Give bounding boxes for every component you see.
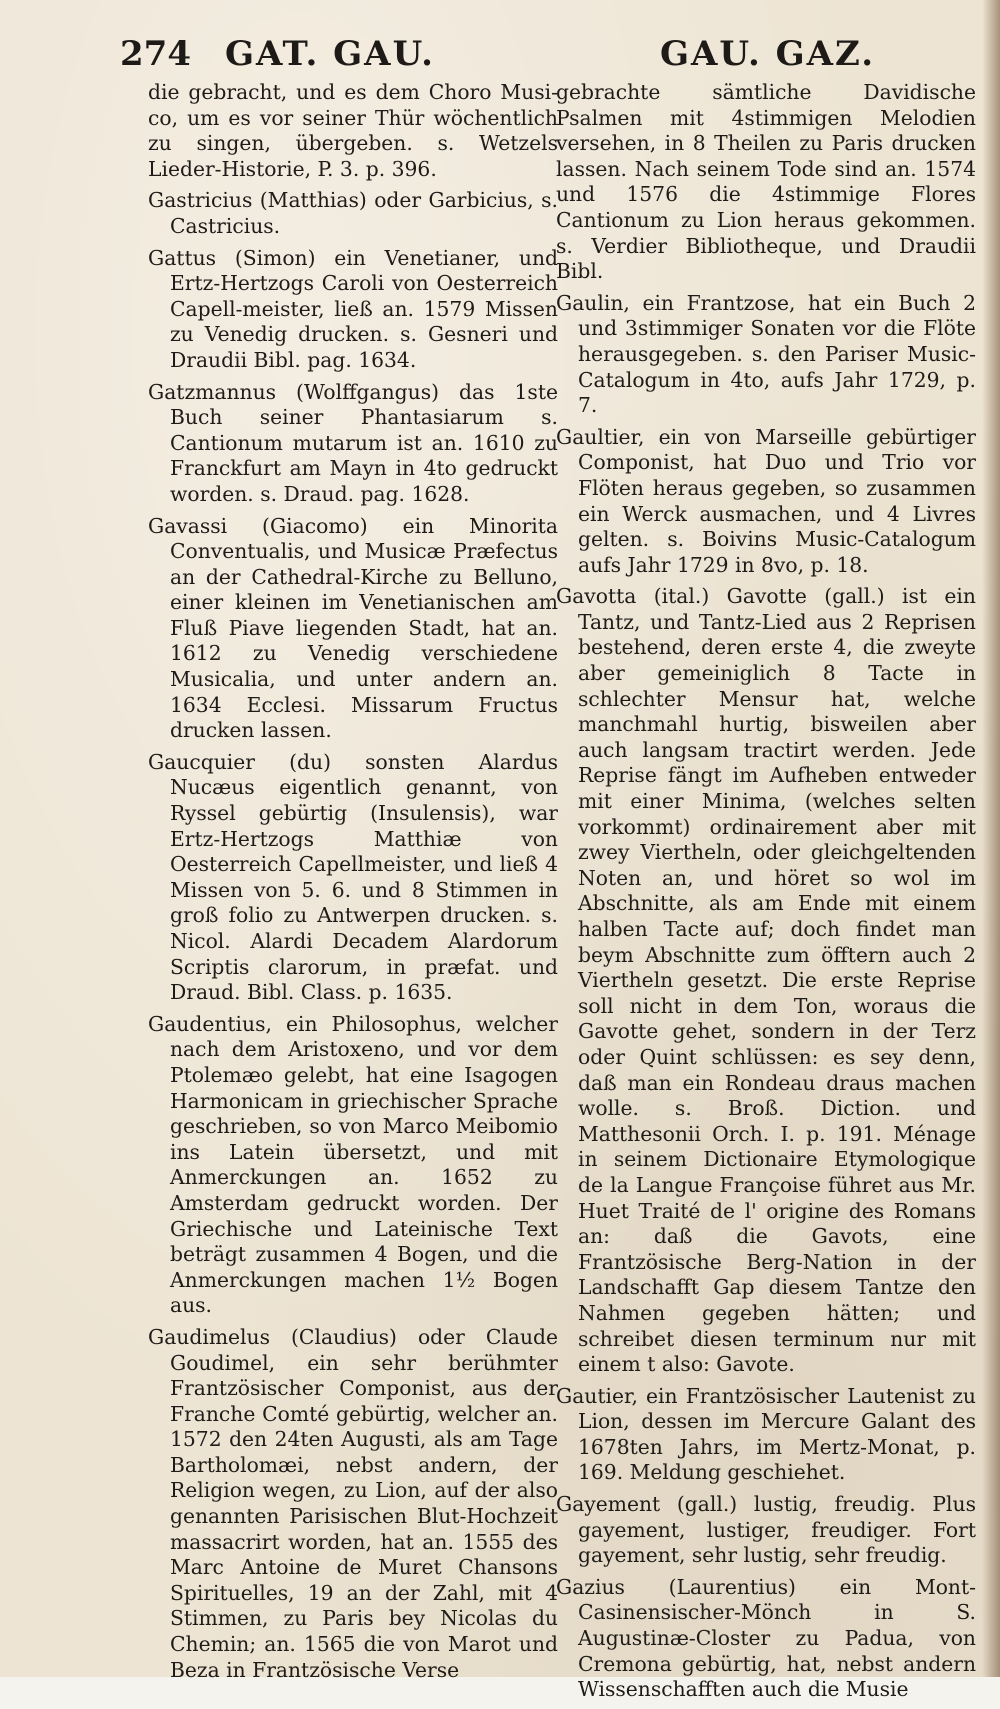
running-header: [0, 34, 1000, 80]
entry-gaudentius: Gaudentius, ein Philosophus, welcher nach dem Aristoxeno, und vor dem Ptolemæo gelebt, hat eine Isagogen Harmonicam in griechischer Sprache geschrieben, so von Marco Meibomio ins Latein übersetzt, und mit Anmerckungen an. 1652 zu Amsterdam gedruckt worden. Der Griechische und Lateinische Text beträgt zusammen 4 Bogen, und die Anmerckungen machen 1½ Bogen aus.: [148, 1011, 558, 1318]
entry-gautier: Gautier, ein Frantzösischer Lautenist zu Lion, dessen im Mercure Galant des 1678ten Jahrs, im Mertz-Monat, p. 169. Meldung geschiehet.: [556, 1383, 976, 1485]
right-column: [556, 80, 976, 1709]
entry-continuation: die gebracht, und es dem Choro Musi- co, um es vor seiner Thür wöchentlich zu singen, übergeben. s. Wetzels Lieder-Historie, P. 3. p. 396.: [148, 80, 558, 181]
entry-gatzmannus: Gatzmannus (Wolffgangus) das 1ste Buch seiner Phantasiarum s. Cantionum mutarum ist an. 1610 zu Franckfurt am Mayn in 4to gedruckt worden. s. Draud. pag. 1628.: [148, 379, 558, 506]
page-edge-shadow: [982, 0, 1000, 1677]
left-running-head: GAT. GAU.: [225, 34, 435, 74]
entry-gazius: Gazius (Laurentius) ein Mont-Casinensischer-Mönch in S. Augustinæ-Closter zu Padua, von Cremona gebürtig, hat, nebst andern Wissenschafften auch die Musie: [556, 1574, 976, 1702]
page-number: 274: [120, 34, 191, 74]
entry-gaudimelus: Gaudimelus (Claudius) oder Claude Goudimel, ein sehr berühmter Frantzösischer Componist, aus der Franche Comté gebürtig, welcher an. 1572 den 24ten Augusti, als am Tage Bartholomæi, nebst andern, der Religion wegen, zu Lion, auf der also genannten Parisischen Blut-Hochzeit massacrirt worden, hat an. 1555 des Marc Antoine de Muret Chansons Spirituelles, 19 an der Zahl, mit 4 Stimmen, zu Paris bey Nicolas du Chemin; an. 1565 die von Marot und Beza in Frantzösische Verse: [148, 1324, 558, 1682]
entry-gaucquier: Gaucquier (du) sonsten Alardus Nucæus eigentlich genannt, von Ryssel gebürtig (Insulensis), war Ertz-Hertzogs Matthiæ von Oesterreich Capellmeister, und ließ 4 Missen von 5. 6. und 8 Stimmen in groß folio zu Antwerpen drucken. s. Nicol. Alardi Decadem Alardorum Scriptis clarorum, in præfat. und Draud. Bibl. Class. p. 1635.: [148, 749, 558, 1005]
entry-gaultier: Gaultier, ein von Marseille gebürtiger Componist, hat Duo und Trio vor Flöten heraus gegeben, so zusammen ein Werck ausmachen, und 4 Livres gelten. s. Boivins Music-Catalogum aufs Jahr 1729 in 8vo, p. 18.: [556, 424, 976, 577]
entry-gavotta: Gavotta (ital.) Gavotte (gall.) ist ein Tantz, und Tantz-Lied aus 2 Reprisen bestehend, deren erste 4, die zweyte aber gemeiniglich 8 Tacte in schlechter Mensur hat, welche manchmahl hurtig, bisweilen aber auch langsam tractirt werden. Jede Reprise fängt im Aufheben entweder mit einer Minima, (welches selten vorkommt) ordinairement aber mit zwey Viertheln, oder gleichgeltenden Noten an, und höret so wol im Abschnitte, als am Ende mit einem halben Tacte auf; doch findet man beym Abschnitte zum öfftern auch 2 Viertheln gesetzt. Die erste Reprise soll nicht in dem Ton, woraus die Gavotte gehet, sondern in der Terz oder Quint schlüssen: es sey denn, daß man ein Rondeau draus machen wolle. s. Broß. Diction. und Matthesonii Orch. I. p. 191. Ménage in seinem Dictionaire Etymologique de la Langue Françoise führet aus Mr. Huet Traité de l' origine des Romans an: daß die Gavots, eine Frantzösische Berg-Nation in der Landschafft Gap diesem Tantze den Nahmen gegeben hätten; und schreibet diesen terminum nur mit einem t also: Gavote.: [556, 584, 976, 1377]
entry-gavassi: Gavassi (Giacomo) ein Minorita Conventualis, und Musicæ Præfectus an der Cathedral-Kirche zu Belluno, einer kleinen im Venetianischen am Fluß Piave liegenden Stadt, hat an. 1612 zu Venedig verschiedene Musicalia, und unter andern an. 1634 Ecclesi. Missarum Fructus drucken lassen.: [148, 513, 558, 743]
entry-continuation-right: gebrachte sämtliche Davidische Psalmen mit 4stimmigen Melodien versehen, in 8 Theilen zu Paris drucken lassen. Nach seinem Tode sind an. 1574 und 1576 die 4stimmige Flores Cantionum zu Lion heraus gekommen. s. Verdier Bibliotheque, und Draudii Bibl.: [556, 80, 976, 284]
entry-gaulin: Gaulin, ein Frantzose, hat ein Buch 2 und 3stimmiger Sonaten vor die Flöte herausgegeben. s. den Pariser Music-Catalogum in 4to, aufs Jahr 1729, p. 7.: [556, 290, 976, 418]
left-column: [148, 80, 558, 1689]
right-running-head: GAU. GAZ.: [660, 34, 876, 74]
entry-gastricius: Gastricius (Matthias) oder Garbicius, s. Castricius.: [148, 188, 558, 238]
entry-gattus: Gattus (Simon) ein Venetianer, und Ertz-Hertzogs Caroli von Oesterreich Capell-meister, ließ an. 1579 Missen zu Venedig drucken. s. Gesneri und Draudii Bibl. pag. 1634.: [148, 245, 558, 372]
entry-gayement: Gayement (gall.) lustig, freudig. Plus gayement, lustiger, freudiger. Fort gayement, sehr lustig, sehr freudig.: [556, 1492, 976, 1568]
